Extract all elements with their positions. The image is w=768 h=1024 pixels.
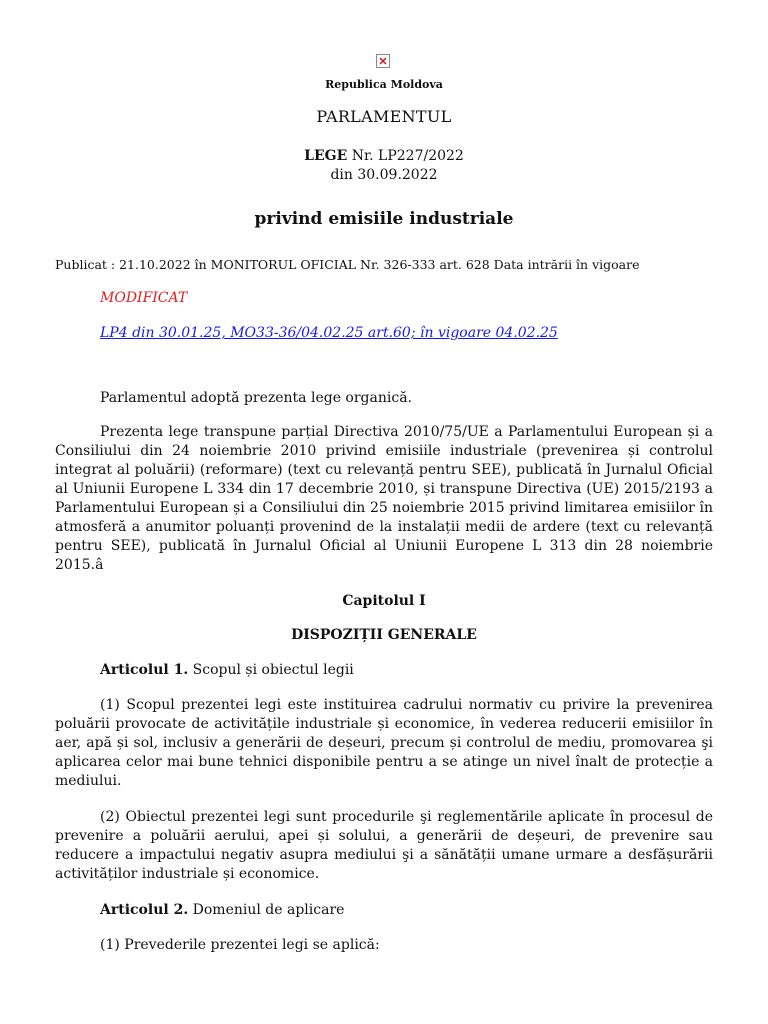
law-number xyxy=(0,148,768,164)
article-1-title: Scopul și obiectul legii xyxy=(188,662,354,678)
chapter-number: Capitolul I xyxy=(342,593,426,609)
article-2-title: Domeniul de aplicare xyxy=(188,902,345,918)
article-1-paragraph-2: (2) Obiectul prezentei legi sunt procedurile şi reglementările aplicate în procesul de prevenire a poluării aerului, apei și solului, a generării de deșeuri, de prevenire sau reducere a impactului negativ asupra mediului şi a sănătății umane urmare a desfășurării activităților industriale și economice. xyxy=(55,809,713,882)
article-2-heading xyxy=(100,901,344,920)
law-number-value: Nr. LP227/2022 xyxy=(351,148,464,164)
transposition-paragraph: Prezenta lege transpune parțial Directiva 2010/75/UE a Parlamentului European și a Consiliului din 24 noiembrie 2010 privind emisiile industriale (prevenirea și controlul integrat al poluării) (reformare) (text cu relevanță pentru SEE), publicată în Jurnalul Oficial al Uniunii Europene L 334 din 17 decembrie 2010, și transpune Directiva (UE) 2015/2193 a Parlamentului European și a Consiliului din 25 noiembrie 2015 privind limitarea emisiilor în atmosferă a anumitor poluanți provenind de la instalații medii de ardere (text cu relevanță pentru SEE), publicată în Jurnalul Oficial al Uniunii Europene L 313 din 28 noiembrie 2015.â xyxy=(55,424,713,573)
law-type: LEGE xyxy=(304,148,348,164)
law-date: din 30.09.2022 xyxy=(330,167,438,183)
country-name: Republica Moldova xyxy=(325,78,443,91)
broken-image-icon xyxy=(376,54,390,68)
article-1-paragraph-1: (1) Scopul prezentei legi este instituirea cadrului normativ cu privire la prevenirea poluării provocate de activitățile industriale și economice, în vederea reducerii emisiilor în aer, apă și sol, inclusiv a generării de deșeuri, precum și controlul de mediu, promovarea şi aplicarea celor mai bune tehnici disponibile pentru a se atinge un nivel înalt de protecție a mediului. xyxy=(55,697,713,789)
publication-info: Publicat : 21.10.2022 în MONITORUL OFICIAL Nr. 326-333 art. 628 Data intrării în vigoare xyxy=(55,257,640,272)
article-1-label: Articolul 1. xyxy=(100,662,189,678)
article-2-paragraph-1: (1) Prevederile prezentei legi se aplică: xyxy=(100,937,380,953)
adoption-statement: Parlamentul adoptă prezenta lege organică. xyxy=(100,390,412,406)
amendment-link[interactable]: LP4 din 30.01.25, MO33-36/04.02.25 art.60; în vigoare 04.02.25 xyxy=(100,325,558,341)
institution-title: PARLAMENTUL xyxy=(316,107,452,126)
law-subject: privind emisiile industriale xyxy=(254,209,514,229)
article-1-heading xyxy=(100,661,354,680)
article-2-label: Articolul 2. xyxy=(100,902,189,918)
chapter-title: DISPOZIȚII GENERALE xyxy=(291,627,477,643)
modification-status: MODIFICAT xyxy=(100,290,188,306)
